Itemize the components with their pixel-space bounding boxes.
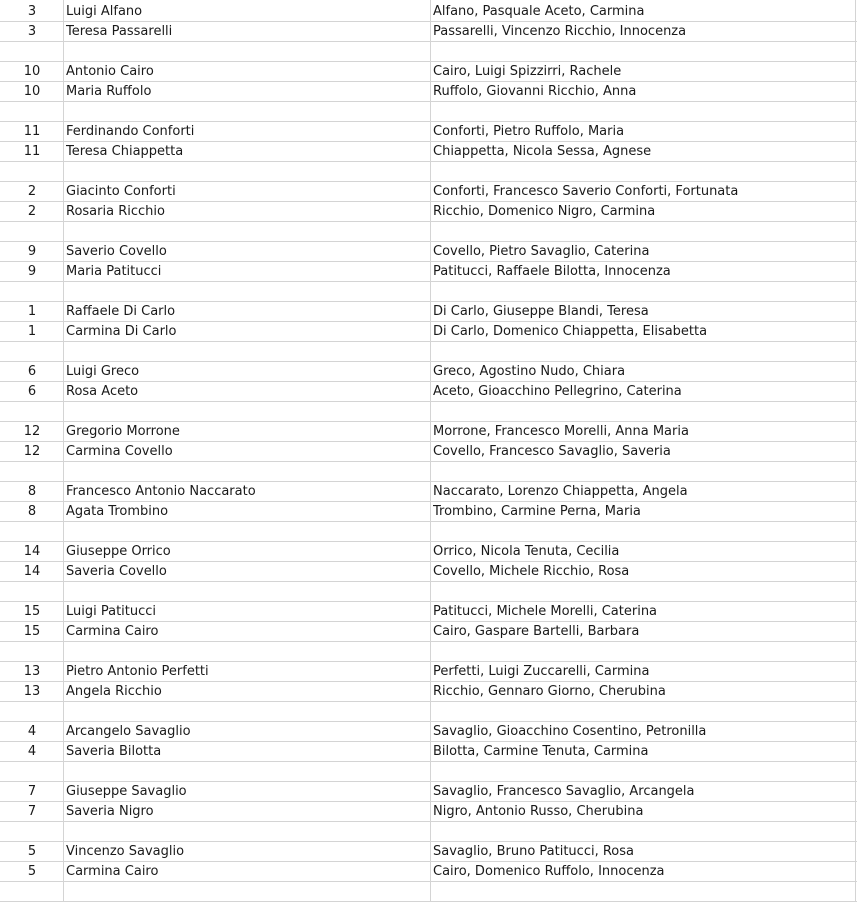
couple-number-cell[interactable]: 7 [27,784,37,799]
person-name-cell[interactable]: Ferdinando Conforti [66,124,195,139]
parents-cell[interactable] [433,582,853,601]
couple-number-cell[interactable]: 6 [27,364,37,379]
person-name-cell[interactable]: Arcangelo Savaglio [66,724,191,739]
parents-cell[interactable]: Di Carlo, Giuseppe Blandi, Teresa [433,304,649,319]
table-row [0,842,857,862]
parents-cell[interactable]: Trombino, Carmine Perna, Maria [433,504,641,519]
parents-cell[interactable] [433,222,853,241]
couple-number-cell[interactable] [0,162,64,181]
table-row [0,262,857,282]
table-row [0,122,857,142]
person-name-cell[interactable] [66,882,428,901]
parents-cell[interactable] [433,342,853,361]
parents-cell[interactable] [433,282,853,301]
parents-cell[interactable]: Savaglio, Gioacchino Cosentino, Petronilla [433,724,707,739]
table-row [0,642,857,662]
table-row [0,782,857,802]
table-row [0,242,857,262]
table-row [0,662,857,682]
table-row [0,602,857,622]
couple-number-cell[interactable] [0,102,64,121]
person-name-cell[interactable]: Vincenzo Savaglio [66,844,185,859]
couple-number-cell[interactable]: 10 [23,84,41,99]
parents-cell[interactable] [433,882,853,901]
table-row [0,502,857,522]
person-name-cell[interactable] [66,522,428,541]
couple-number-cell[interactable] [0,882,64,901]
couple-number-cell[interactable] [0,822,64,841]
table-row [0,442,857,462]
table-row [0,822,857,842]
table-row [0,802,857,822]
couple-number-cell[interactable]: 14 [23,544,41,559]
table-row [0,82,857,102]
person-name-cell[interactable]: Giuseppe Savaglio [66,784,187,799]
parents-cell[interactable]: Savaglio, Bruno Patitucci, Rosa [433,844,634,859]
couple-number-cell[interactable]: 1 [27,324,37,339]
person-name-cell[interactable]: Carmina Covello [66,444,173,459]
couple-number-cell[interactable]: 5 [27,864,37,879]
couple-number-cell[interactable] [0,402,64,421]
couple-number-cell[interactable] [0,222,64,241]
couple-number-cell[interactable]: 9 [27,264,37,279]
table-row [0,562,857,582]
parents-cell[interactable] [433,462,853,481]
couple-number-cell[interactable] [0,522,64,541]
table-row [0,762,857,782]
table-row [0,302,857,322]
parents-cell[interactable]: Orrico, Nicola Tenuta, Cecilia [433,544,620,559]
parents-cell[interactable] [433,822,853,841]
parents-cell[interactable] [433,642,853,661]
table-row [0,742,857,762]
parents-cell[interactable]: Cairo, Gaspare Bartelli, Barbara [433,624,640,639]
parents-cell[interactable] [433,102,853,121]
parents-cell[interactable]: Chiappetta, Nicola Sessa, Agnese [433,144,652,159]
table-row [0,222,857,242]
couple-number-cell[interactable]: 7 [27,804,37,819]
person-name-cell[interactable] [66,642,428,661]
parents-cell[interactable]: Greco, Agostino Nudo, Chiara [433,364,626,379]
couple-number-cell[interactable]: 2 [27,184,37,199]
couple-number-cell[interactable]: 3 [27,4,37,19]
parents-cell[interactable]: Naccarato, Lorenzo Chiappetta, Angela [433,484,688,499]
couple-number-cell[interactable]: 12 [23,444,41,459]
table-row [0,862,857,882]
table-row [0,202,857,222]
couple-number-cell[interactable]: 8 [27,484,37,499]
person-name-cell[interactable] [66,462,428,481]
parents-cell[interactable]: Conforti, Pietro Ruffolo, Maria [433,124,625,139]
person-name-cell[interactable]: Luigi Patitucci [66,604,157,619]
person-name-cell[interactable] [66,42,428,61]
parents-cell[interactable]: Ricchio, Gennaro Giorno, Cherubina [433,684,666,699]
parents-cell[interactable]: Bilotta, Carmine Tenuta, Carmina [433,744,649,759]
table-row [0,322,857,342]
couple-number-cell[interactable]: 15 [23,624,41,639]
parents-cell[interactable]: Cairo, Domenico Ruffolo, Innocenza [433,864,665,879]
parents-cell[interactable]: Di Carlo, Domenico Chiappetta, Elisabetta [433,324,708,339]
couple-number-cell[interactable]: 4 [27,724,37,739]
parents-cell[interactable]: Covello, Francesco Savaglio, Saveria [433,444,671,459]
table-row [0,2,857,22]
person-name-cell[interactable] [66,702,428,721]
parents-cell[interactable]: Patitucci, Michele Morelli, Caterina [433,604,658,619]
person-name-cell[interactable]: Francesco Antonio Naccarato [66,484,256,499]
person-name-cell[interactable]: Giacinto Conforti [66,184,176,199]
person-name-cell[interactable] [66,582,428,601]
table-row [0,62,857,82]
table-row [0,622,857,642]
parents-cell[interactable] [433,762,853,781]
parents-cell[interactable]: Alfano, Pasquale Aceto, Carmina [433,4,645,19]
couple-number-cell[interactable]: 4 [27,744,37,759]
person-name-cell[interactable]: Luigi Greco [66,364,140,379]
table-row [0,462,857,482]
couple-number-cell[interactable]: 11 [23,124,41,139]
person-name-cell[interactable]: Giuseppe Orrico [66,544,171,559]
person-name-cell[interactable]: Maria Patitucci [66,264,162,279]
table-row [0,22,857,42]
parents-cell[interactable] [433,702,853,721]
table-row [0,522,857,542]
person-name-cell[interactable] [66,762,428,781]
couple-number-cell[interactable]: 13 [23,664,41,679]
person-name-cell[interactable]: Saveria Bilotta [66,744,162,759]
parents-cell[interactable] [433,402,853,421]
person-name-cell[interactable]: Teresa Chiappetta [66,144,184,159]
table-row [0,382,857,402]
table-row [0,282,857,302]
table-row [0,682,857,702]
person-name-cell[interactable]: Rosa Aceto [66,384,139,399]
table-row [0,42,857,62]
couple-number-cell[interactable] [0,642,64,661]
person-name-cell[interactable] [66,162,428,181]
couple-number-cell[interactable] [0,582,64,601]
table-row [0,482,857,502]
parents-cell[interactable]: Ruffolo, Giovanni Ricchio, Anna [433,84,637,99]
parents-cell[interactable]: Patitucci, Raffaele Bilotta, Innocenza [433,264,671,279]
parents-cell[interactable]: Nigro, Antonio Russo, Cherubina [433,804,644,819]
parents-cell[interactable]: Covello, Michele Ricchio, Rosa [433,564,630,579]
parents-cell[interactable]: Covello, Pietro Savaglio, Caterina [433,244,650,259]
person-name-cell[interactable]: Rosaria Ricchio [66,204,165,219]
parents-cell[interactable] [433,42,853,61]
couple-number-cell[interactable] [0,762,64,781]
couple-number-cell[interactable]: 1 [27,304,37,319]
couple-number-cell[interactable]: 3 [27,24,37,39]
parents-cell[interactable]: Savaglio, Francesco Savaglio, Arcangela [433,784,695,799]
table-row [0,362,857,382]
table-row [0,702,857,722]
couple-number-cell[interactable]: 14 [23,564,41,579]
parents-cell[interactable] [433,162,853,181]
couple-number-cell[interactable]: 2 [27,204,37,219]
couple-number-cell[interactable]: 15 [23,604,41,619]
person-name-cell[interactable] [66,282,428,301]
table-row [0,582,857,602]
parents-cell[interactable]: Conforti, Francesco Saverio Conforti, Fortunata [433,184,739,199]
person-name-cell[interactable]: Agata Trombino [66,504,169,519]
table-row [0,182,857,202]
couple-number-cell[interactable] [0,702,64,721]
couple-number-cell[interactable]: 8 [27,504,37,519]
table-row [0,542,857,562]
person-name-cell[interactable] [66,342,428,361]
parents-cell[interactable] [433,522,853,541]
couple-number-cell[interactable]: 10 [23,64,41,79]
couple-number-cell[interactable]: 6 [27,384,37,399]
person-name-cell[interactable]: Pietro Antonio Perfetti [66,664,209,679]
person-name-cell[interactable]: Maria Ruffolo [66,84,152,99]
parents-cell[interactable]: Cairo, Luigi Spizzirri, Rachele [433,64,622,79]
couple-number-cell[interactable]: 11 [23,144,41,159]
parents-cell[interactable]: Morrone, Francesco Morelli, Anna Maria [433,424,689,439]
parents-cell[interactable]: Passarelli, Vincenzo Ricchio, Innocenza [433,24,687,39]
table-row [0,142,857,162]
table-row [0,422,857,442]
person-name-cell[interactable]: Luigi Alfano [66,4,143,19]
person-name-cell[interactable]: Angela Ricchio [66,684,162,699]
person-name-cell[interactable]: Saverio Covello [66,244,167,259]
couple-number-cell[interactable] [0,342,64,361]
couple-number-cell[interactable] [0,282,64,301]
person-name-cell[interactable] [66,822,428,841]
couple-number-cell[interactable] [0,462,64,481]
couple-number-cell[interactable] [0,42,64,61]
person-name-cell[interactable]: Gregorio Morrone [66,424,180,439]
table-row [0,162,857,182]
person-name-cell[interactable]: Carmina Di Carlo [66,324,177,339]
person-name-cell[interactable] [66,402,428,421]
table-row [0,882,857,902]
couple-number-cell[interactable]: 13 [23,684,41,699]
parents-cell[interactable]: Aceto, Gioacchino Pellegrino, Caterina [433,384,682,399]
person-name-cell[interactable]: Raffaele Di Carlo [66,304,176,319]
table-row [0,402,857,422]
person-name-cell[interactable] [66,102,428,121]
person-name-cell[interactable]: Saveria Nigro [66,804,154,819]
person-name-cell[interactable]: Carmina Cairo [66,624,159,639]
person-name-cell[interactable]: Carmina Cairo [66,864,159,879]
person-name-cell[interactable]: Antonio Cairo [66,64,154,79]
person-name-cell[interactable]: Teresa Passarelli [66,24,173,39]
person-name-cell[interactable]: Saveria Covello [66,564,167,579]
table-row [0,342,857,362]
parents-cell[interactable]: Perfetti, Luigi Zuccarelli, Carmina [433,664,650,679]
couple-number-cell[interactable]: 12 [23,424,41,439]
table-row [0,102,857,122]
parents-cell[interactable]: Ricchio, Domenico Nigro, Carmina [433,204,656,219]
couple-number-cell[interactable]: 5 [27,844,37,859]
person-name-cell[interactable] [66,222,428,241]
couple-number-cell[interactable]: 9 [27,244,37,259]
table-row [0,722,857,742]
